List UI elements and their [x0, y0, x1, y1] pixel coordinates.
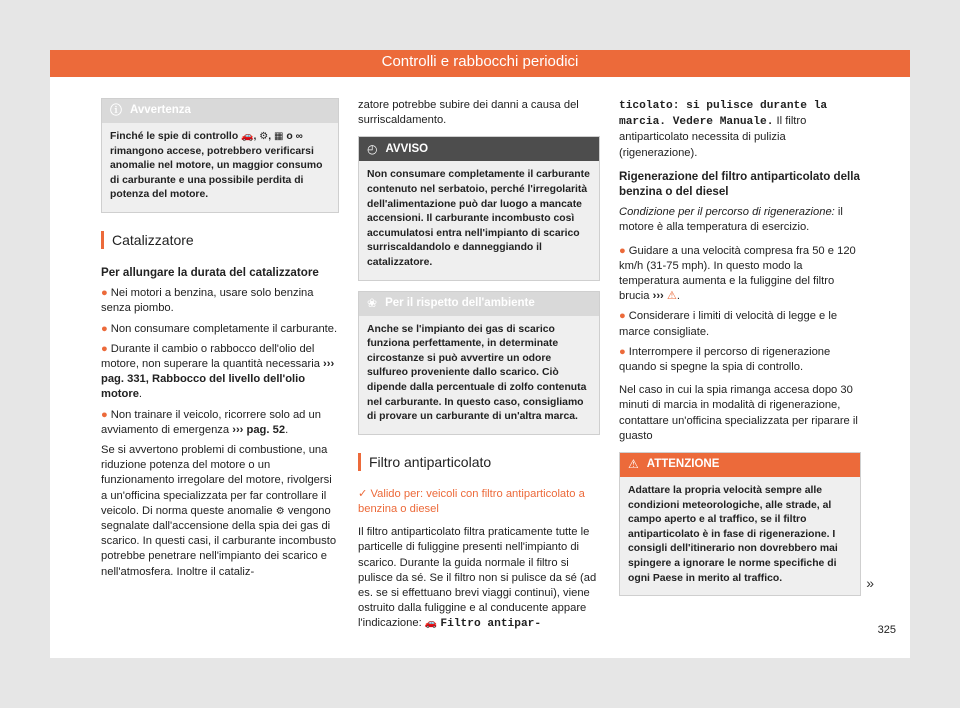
bullet-dot-icon: ●: [619, 345, 626, 358]
list-item: [101, 286, 339, 316]
list-item: [101, 322, 339, 337]
bullet-dot-icon: ●: [619, 244, 626, 257]
bullet-dot-icon: ●: [101, 342, 108, 355]
environment-box: [358, 291, 600, 435]
page-ref-link[interactable]: ››› pag. 331, Rabbocco del livello dell'olio motore: [101, 357, 335, 401]
subhead-rigenerazione: Rigenerazione del filtro antiparticolato della benzina o del diesel: [619, 169, 860, 199]
bullet-dot-icon: ●: [101, 287, 108, 300]
paragraph: Nel caso in cui la spia rimanga accesa dopo 30 minuti di marcia in modalità di rigenerazione, contattare un'officina specializzata per riparare il guasto: [619, 384, 858, 442]
clock-warning-icon: ◴: [367, 141, 378, 156]
note-text-sep: ,: [268, 131, 275, 142]
list-item-text: Nei motori a benzina, usare solo benzina senza piombo.: [101, 287, 314, 315]
filter-icon: ▦: [274, 131, 284, 142]
note-text-c: o: [283, 131, 296, 142]
note-text-d: rimangono accese, potrebbero verificarsi anomalie nel motore, un maggior consumo di carburante e una possibile perdita di potenza del motore.: [110, 145, 323, 201]
paragraph: [619, 205, 861, 235]
page-ref-link[interactable]: ››› pag. 52: [232, 423, 286, 436]
list-item: ● Guidare a una velocità compresa fra 50 e 120 km/h (31-75 mph). In questo modo la temperatura aumenta e la fuliggine del filtro brucia ››› ⚠.: [619, 244, 856, 303]
attenzione-box-body: Adattare la propria velocità sempre alle condizioni meteorologiche, alle strade, al campo aperto e al traffico, se il filtro antiparticolato è in fase di rigenerazione. I consigli dell'itinerario non dovrebbero mai spingere a ignorare le norme specifiche di ogni Paese in merito al traffico.: [620, 477, 860, 595]
bullet-dot-icon: ●: [101, 408, 108, 421]
leaf-icon: ❀: [367, 295, 378, 310]
list-item-text: Durante il cambio o rabbocco dell'olio del motore, non superare la quantità necessaria: [101, 342, 320, 370]
car-warning-icon: 🚗: [424, 618, 438, 630]
attenzione-box-header: [620, 453, 860, 477]
engine-icon: ⚙: [259, 131, 269, 142]
bullet-dot-icon: ●: [101, 322, 108, 335]
bullet-dot-icon: ●: [619, 310, 626, 323]
page-header: [50, 50, 910, 77]
note-box-header: [102, 99, 338, 123]
list-item: ● Durante il cambio o rabbocco dell'olio del motore, non superare la quantità necessaria ››› pag. 331, Rabbocco del livello dell'olio motore.: [101, 342, 335, 401]
avviso-box-header: [359, 137, 599, 161]
check-icon: ✓: [358, 487, 368, 500]
paragraph-text-a: Se si avvertono problemi di combustione, una riduzione potenza del motore o un funzionamento irregolare del motore, rivolgersi a un'officina specializzata per far controllare il veicolo. Di norma queste anomalie: [101, 444, 332, 517]
list-item: [619, 345, 861, 375]
page-header-title: Controlli e rabbocchi periodici: [381, 53, 579, 70]
paragraph-text: Il filtro antiparticolato filtra praticamente tutte le particelle di fuliggine presenti nell'impianto di scarico. Durante la guida normale il filtro si pulisce da sé. Se il filtro non si pulisce da sé (ad es. se si effettuano brevi viaggi continui), viene ostruito dalla fuliggine e al conducente appare l'indicazione:: [358, 526, 597, 630]
list-item-text: Non consumare completamente il carburante.: [110, 322, 338, 335]
list-item-text: Guidare a una velocità compresa fra 50 e 120 km/h (31-75 mph). In questo modo la temperatura aumenta e la fuliggine del filtro brucia: [619, 244, 856, 303]
list-item-text: Non trainare il veicolo, ricorrere solo ad un avviamento di emergenza: [101, 408, 321, 436]
avviso-box: [358, 136, 600, 280]
paragraph-text: Il filtro antiparticolato necessita di pulizia (rigenerazione).: [619, 115, 807, 159]
page-number: 325: [877, 624, 896, 636]
attenzione-box: [619, 452, 874, 596]
paragraph: [101, 443, 339, 580]
environment-box-header: [359, 292, 599, 316]
condition-text: il motore è alla temperatura di esercizio.: [619, 206, 843, 234]
column-1: [101, 98, 339, 588]
avviso-box-body: Non consumare completamente il carburante contenuto nel serbatoio, perché l'irregolarità dell'alimentazione può dar luogo a mancate accensioni. Il carburante incombusto così accumulatosi entra nell'impianto di scarico surriscaldandolo e danneggiando il catalizzatore.: [359, 161, 599, 279]
warning-triangle-icon: ⚠: [628, 457, 639, 472]
display-message: Filtro antipar-: [440, 618, 542, 631]
note-text-b: ,: [253, 131, 260, 142]
column-3: [619, 98, 874, 606]
paragraph: zatore potrebbe subire dei danni a causa del surriscaldamento.: [358, 99, 579, 127]
column-2: [358, 98, 600, 641]
note-box: [101, 98, 339, 213]
list-item-text: Considerare i limiti di velocità di legge e le marce consigliate.: [619, 310, 838, 338]
page-ref-link[interactable]: ›››: [652, 290, 664, 303]
display-message: ticolato: si pulisce durante la marcia. Vedere Manuale.: [619, 100, 828, 129]
warning-triangle-icon: ⚠: [666, 290, 677, 303]
note-text-a: Finché le spie di controllo: [110, 131, 242, 142]
manual-page: [50, 50, 910, 658]
condition-label: Condizione per il percorso di rigenerazione:: [619, 206, 835, 219]
info-icon: ⓘ: [110, 103, 123, 118]
environment-box-body: Anche se l'impianto dei gas di scarico funziona perfettamente, in determinate circostanze si può avvertire un odore sulfureo proveniente dallo scarico. Ciò dipende dalla percentuale di zolfo contenuta nel carburante. In questo caso, consigliamo di provare un carburante di un'altra marca.: [359, 316, 599, 434]
note-box-title: Avvertenza: [130, 104, 191, 117]
section-title-filtro: Filtro antiparticolato: [358, 453, 600, 471]
note-box-body: [102, 123, 338, 212]
list-item: [619, 309, 861, 339]
subhead-catalizzatore: Per allungare la durata del catalizzatore: [101, 265, 319, 279]
valid-note-text: Valido per: veicoli con filtro antiparticolato a benzina o diesel: [358, 487, 585, 515]
glow-plug-icon: ∞: [295, 131, 303, 142]
avviso-box-title: AVVISO: [385, 142, 429, 155]
environment-box-title: Per il rispetto dell'ambiente: [385, 296, 535, 309]
list-item: ● Non trainare il veicolo, ricorrere solo ad un avviamento di emergenza ››› pag. 52.: [101, 408, 321, 436]
valid-note: [358, 487, 600, 517]
list-item-text: Interrompere il percorso di rigenerazione quando si spegne la spia di controllo.: [619, 345, 831, 374]
paragraph: [619, 98, 861, 161]
paragraph: [358, 525, 600, 632]
section-title-catalizzatore: Catalizzatore: [101, 231, 339, 249]
paragraph-text-b: vengono segnalate dall'accensione della spia dei gas di scarico. In questi casi, il carburante incombusto potrebbe penetrare nell'impianto dei scarico e nell'atmosfera. Inoltre il cataliz-: [101, 504, 337, 578]
continue-mark: »: [866, 575, 874, 592]
engine-icon: ⚙: [275, 505, 285, 517]
car-warning-icon: 🚗: [241, 131, 254, 142]
attenzione-box-title: ATTENZIONE: [646, 458, 720, 471]
